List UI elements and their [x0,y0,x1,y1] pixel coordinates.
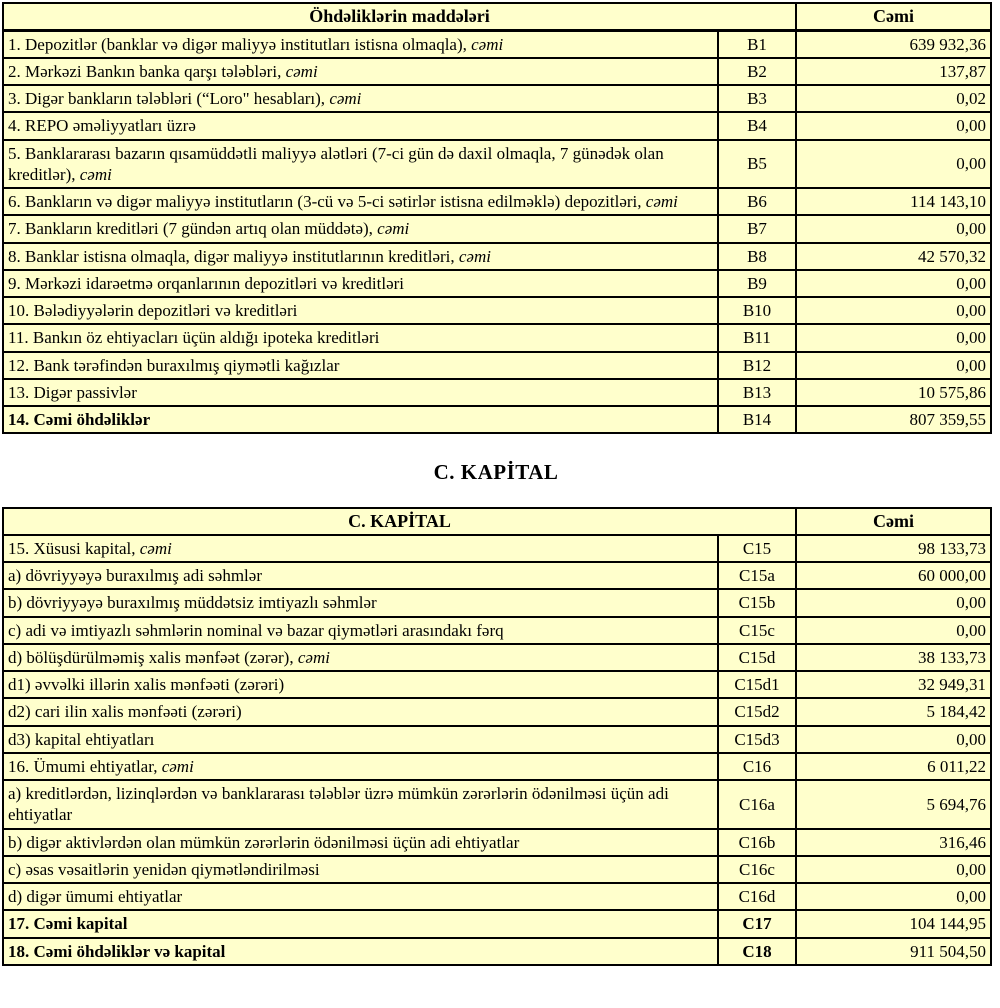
row-label-text: d2) cari ilin xalis mənfəəti (zərəri) [8,702,242,722]
capital-header-row [3,508,991,535]
row-label-text: a) dövriyyəyə buraxılmış adi səhmlər [8,566,262,585]
row-value-cell: 32 949,31 [796,671,991,698]
row-label-cell [3,406,718,433]
row-value-cell: 0,00 [796,324,991,351]
row-value-cell: 6 011,22 [796,753,991,780]
row-label-text: b) digər aktivlərdən olan mümkün zərərlərin ödənilməsi üçün adi ehtiyatlar [8,832,520,852]
row-label-italic-suffix: cəmi [329,89,362,108]
row-value-cell: 0,00 [796,112,991,139]
row-label-cell [3,938,718,965]
liabilities-table [2,2,992,434]
row-label-text: 18. Cəmi öhdəliklər və kapital [8,941,226,961]
row-label-cell [3,535,718,562]
row-label-cell [3,883,718,910]
row-label-cell [3,140,718,189]
row-value-cell: 5 694,76 [796,780,991,829]
table-row [3,270,991,297]
row-label-italic-suffix: cəmi [161,756,194,776]
row-label-cell [3,297,718,324]
capital-section-heading: C. KAPİTAL [433,460,559,485]
table-row [3,562,991,589]
table-row [3,883,991,910]
row-code-cell: B2 [718,58,796,85]
row-code-cell: C16a [718,780,796,829]
table-row [3,112,991,139]
row-label-text: 4. REPO əməliyyatları üzrə [8,116,196,136]
row-label-italic-suffix: cəmi [285,61,318,81]
row-label-text: 11. Bankın öz ehtiyacları üçün aldığı ipoteka kreditləri [8,328,380,348]
row-label-text: 13. Digər passivlər [8,382,137,402]
row-label-italic-suffix: cəmi [645,192,678,211]
row-label-cell [3,726,718,753]
row-value-cell: 0,00 [796,215,991,242]
row-code-cell: B8 [718,243,796,270]
row-value-cell: 98 133,73 [796,535,991,562]
row-label-cell [3,589,718,616]
row-label-text: 1. Depozitlər (banklar və digər maliyyə institutları istisna olmaqla), [8,34,472,54]
row-label-cell [3,753,718,780]
table-row [3,85,991,112]
table-row [3,644,991,671]
row-value-cell: 316,46 [796,829,991,856]
row-value-cell: 0,00 [796,297,991,324]
capital-table-title: C. KAPİTAL [3,508,796,535]
row-label-italic-suffix: cəmi [79,164,112,184]
table-row [3,671,991,698]
row-code-cell: B4 [718,112,796,139]
row-label-text: 10. Bələdiyyələrin depozitləri və kreditləri [8,301,298,320]
table-row [3,910,991,937]
row-label-cell [3,379,718,406]
liabilities-header-row [3,3,991,30]
row-label-cell [3,671,718,698]
table-row [3,140,991,189]
row-code-cell: B7 [718,215,796,242]
row-label-text: d3) kapital ehtiyatları [8,729,155,749]
row-label-cell [3,112,718,139]
row-value-cell: 0,00 [796,726,991,753]
row-code-cell: C16c [718,856,796,883]
row-label-italic-suffix: cəmi [377,219,410,239]
row-value-cell: 807 359,55 [796,406,991,433]
table-row [3,726,991,753]
table-row [3,406,991,433]
table-row [3,30,991,58]
row-code-cell: B1 [718,30,796,58]
row-label-text: a) kreditlərdən, lizinqlərdən və banklararası tələblər üzrə mümkün zərərlərin ödənilməsi üçün adi ehtiyatlar [8,784,669,825]
row-label-cell [3,829,718,856]
row-value-cell: 10 575,86 [796,379,991,406]
row-code-cell: C15a [718,562,796,589]
liabilities-table-body [3,30,991,433]
capital-table [2,507,992,966]
row-code-cell: B10 [718,297,796,324]
row-label-text: d1) əvvəlki illərin xalis mənfəəti (zərəri) [8,675,285,694]
row-code-cell: B5 [718,140,796,189]
row-code-cell: B6 [718,188,796,215]
table-row [3,938,991,965]
row-label-text: 14. Cəmi öhdəliklər [8,410,151,429]
row-label-text: 15. Xüsusi kapital, [8,538,140,558]
row-code-cell: C16b [718,829,796,856]
capital-total-column-header: Cəmi [796,508,991,535]
row-label-text: c) adi və imtiyazlı səhmlərin nominal və bazar qiymətləri arasındakı fərq [8,620,504,640]
table-row [3,243,991,270]
row-value-cell: 5 184,42 [796,698,991,725]
table-row [3,698,991,725]
row-label-cell [3,910,718,937]
table-row [3,780,991,829]
row-label-text: 16. Ümumi ehtiyatlar, [8,756,162,776]
row-code-cell: B12 [718,352,796,379]
row-label-cell [3,270,718,297]
row-label-text: d) bölüşdürülməmiş xalis mənfəət (zərər), [8,647,298,667]
row-label-cell [3,215,718,242]
row-value-cell: 0,00 [796,352,991,379]
liabilities-total-column-header: Cəmi [796,3,991,30]
row-code-cell: C16d [718,883,796,910]
row-value-cell: 114 143,10 [796,188,991,215]
row-value-cell: 60 000,00 [796,562,991,589]
row-value-cell: 0,00 [796,617,991,644]
row-label-text: 5. Banklararası bazarın qısamüddətli maliyyə alətləri (7-ci gün də daxil olmaqla, 7 günədək olan kreditlər), [8,143,664,184]
row-label-cell [3,352,718,379]
row-code-cell: B9 [718,270,796,297]
row-code-cell: C15d2 [718,698,796,725]
row-label-italic-suffix: cəmi [458,246,491,266]
table-row [3,753,991,780]
row-label-italic-suffix: cəmi [139,538,172,558]
row-label-text: 17. Cəmi kapital [8,914,128,934]
row-value-cell: 42 570,32 [796,243,991,270]
row-value-cell: 0,00 [796,883,991,910]
row-label-text: 9. Mərkəzi idarəetmə orqanlarının depozitləri və kreditləri [8,273,405,293]
row-value-cell: 137,87 [796,58,991,85]
row-label-text: 2. Mərkəzi Bankın banka qarşı tələbləri, [8,61,286,81]
row-value-cell: 0,00 [796,589,991,616]
row-label-cell [3,58,718,85]
row-code-cell: C15b [718,589,796,616]
row-label-text: 3. Digər bankların tələbləri (“Loro" hesabları), [8,89,330,108]
row-label-cell [3,617,718,644]
row-label-cell [3,324,718,351]
row-label-cell [3,780,718,829]
row-code-cell: C15 [718,535,796,562]
row-code-cell: C15d [718,644,796,671]
table-row [3,829,991,856]
row-label-text: b) dövriyyəyə buraxılmış müddətsiz imtiyazlı səhmlər [8,593,377,613]
table-row [3,188,991,215]
row-code-cell: C16 [718,753,796,780]
table-row [3,297,991,324]
row-code-cell: B11 [718,324,796,351]
table-row [3,589,991,616]
row-value-cell: 38 133,73 [796,644,991,671]
row-value-cell: 0,00 [796,270,991,297]
row-label-cell [3,562,718,589]
row-label-cell [3,698,718,725]
row-label-italic-suffix: cəmi [297,647,330,667]
row-code-cell: B13 [718,379,796,406]
row-value-cell: 104 144,95 [796,910,991,937]
liabilities-table-title: Öhdəliklərin maddələri [3,3,796,30]
row-code-cell: C15c [718,617,796,644]
row-code-cell: C15d3 [718,726,796,753]
row-code-cell: B3 [718,85,796,112]
row-code-cell: B14 [718,406,796,433]
row-value-cell: 639 932,36 [796,30,991,58]
table-row [3,324,991,351]
row-value-cell: 0,02 [796,85,991,112]
table-row [3,379,991,406]
row-label-cell [3,856,718,883]
table-row [3,617,991,644]
row-value-cell: 911 504,50 [796,938,991,965]
row-label-cell [3,188,718,215]
row-value-cell: 0,00 [796,140,991,189]
row-label-cell [3,30,718,58]
row-value-cell: 0,00 [796,856,991,883]
row-label-text: d) digər ümumi ehtiyatlar [8,887,183,906]
row-code-cell: C18 [718,938,796,965]
table-row [3,535,991,562]
table-row [3,58,991,85]
table-row [3,215,991,242]
table-row [3,856,991,883]
row-label-cell [3,243,718,270]
row-label-text: 12. Bank tərəfindən buraxılmış qiymətli kağızlar [8,355,340,375]
row-label-text: 8. Banklar istisna olmaqla, digər maliyyə institutlarının kreditləri, [8,246,459,266]
row-label-text: 7. Bankların kreditləri (7 gündən artıq olan müddətə), [8,219,378,239]
row-code-cell: C17 [718,910,796,937]
row-code-cell: C15d1 [718,671,796,698]
row-label-cell [3,85,718,112]
row-label-italic-suffix: cəmi [471,34,504,54]
capital-table-body [3,535,991,965]
row-label-text: 6. Bankların və digər maliyyə institutların (3-cü və 5-ci sətirlər istisna edilməklə) depozitləri, [8,192,646,211]
row-label-text: c) əsas vəsaitlərin yenidən qiymətləndirilməsi [8,859,320,879]
row-label-cell [3,644,718,671]
table-row [3,352,991,379]
